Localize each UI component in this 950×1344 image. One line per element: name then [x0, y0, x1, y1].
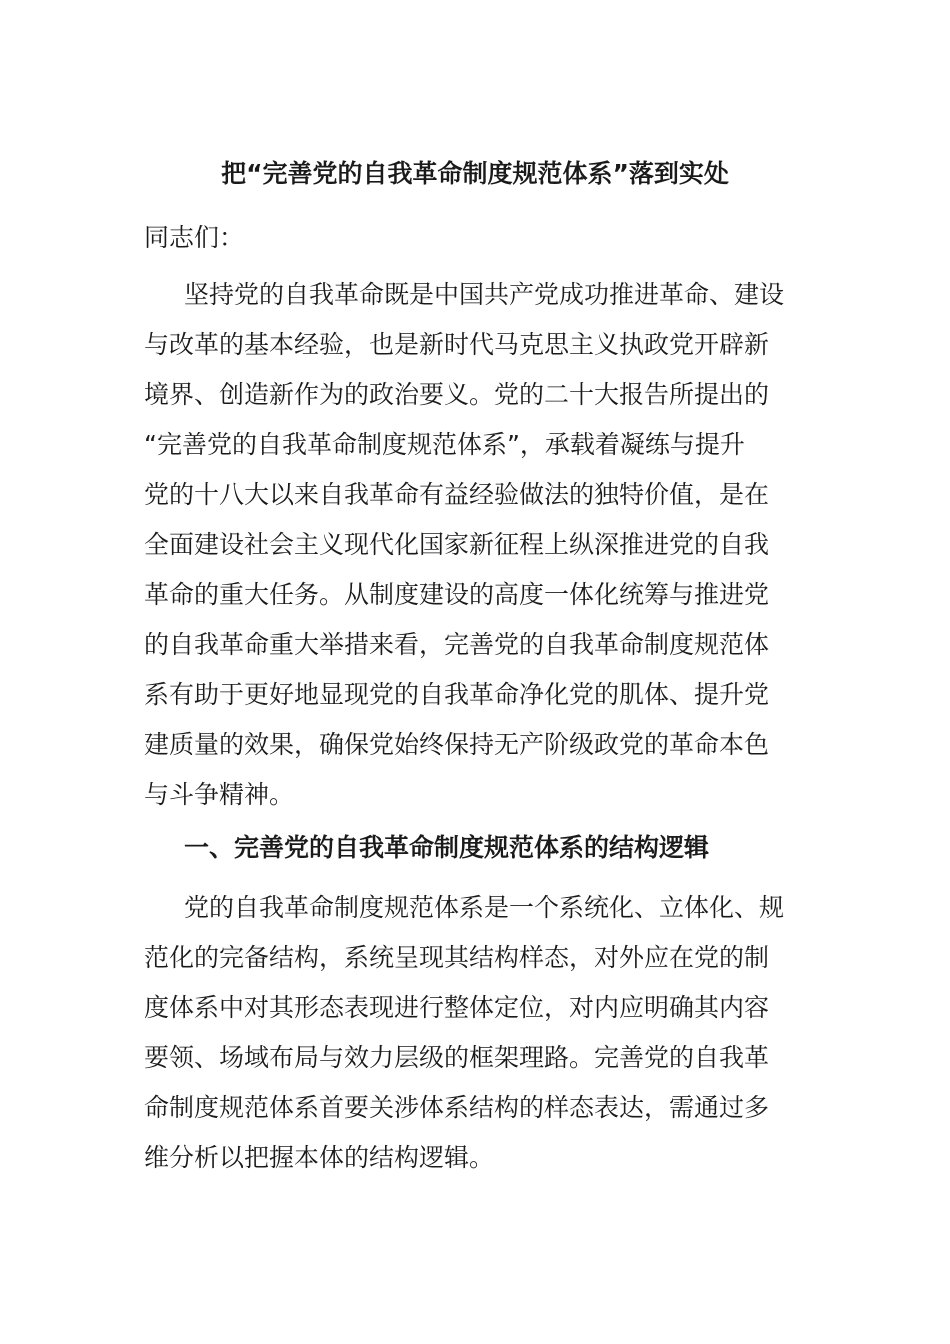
paragraph-line: 党的自我革命制度规范体系是一个系统化、立体化、规	[184, 893, 785, 922]
paragraph-line: 建质量的效果，确保党始终保持无产阶级政党的革命本色	[144, 730, 770, 759]
paragraph-line: 境界、创造新作为的政治要义。党的二十大报告所提出的	[144, 380, 770, 409]
paragraph-line: 党的十八大以来自我革命有益经验做法的独特价值，是在	[144, 480, 770, 509]
paragraph-line: 的自我革命重大举措来看，完善党的自我革命制度规范体	[144, 630, 770, 659]
paragraph-line: 与改革的基本经验，也是新时代马克思主义执政党开辟新	[144, 330, 770, 359]
paragraph-line: 坚持党的自我革命既是中国共产党成功推进革命、建设	[184, 280, 785, 309]
salutation: 同志们：	[144, 223, 245, 252]
paragraph-line: 维分析以把握本体的结构逻辑。	[144, 1143, 495, 1172]
paragraph-line: 命制度规范体系首要关涉体系结构的样态表达，需通过多	[144, 1093, 770, 1122]
paragraph-intro	[144, 270, 814, 820]
paragraph-line: 与斗争精神。	[144, 780, 295, 809]
paragraph-line: 革命的重大任务。从制度建设的高度一体化统筹与推进党	[144, 580, 770, 609]
paragraph-line: “完善党的自我革命制度规范体系”，承载着凝练与提升	[144, 430, 745, 459]
paragraph-section-1	[144, 883, 814, 1183]
paragraph-line: 系有助于更好地显现党的自我革命净化党的肌体、提升党	[144, 680, 770, 709]
document-title: 把“完善党的自我革命制度规范体系”落到实处	[221, 159, 729, 188]
paragraph-line: 范化的完备结构，系统呈现其结构样态，对外应在党的制	[144, 943, 770, 972]
section-heading: 一、完善党的自我革命制度规范体系的结构逻辑	[184, 833, 710, 862]
paragraph-line: 全面建设社会主义现代化国家新征程上纵深推进党的自我	[144, 530, 770, 559]
paragraph-line: 要领、场域布局与效力层级的框架理路。完善党的自我革	[144, 1043, 770, 1072]
paragraph-line: 度体系中对其形态表现进行整体定位，对内应明确其内容	[144, 993, 770, 1022]
